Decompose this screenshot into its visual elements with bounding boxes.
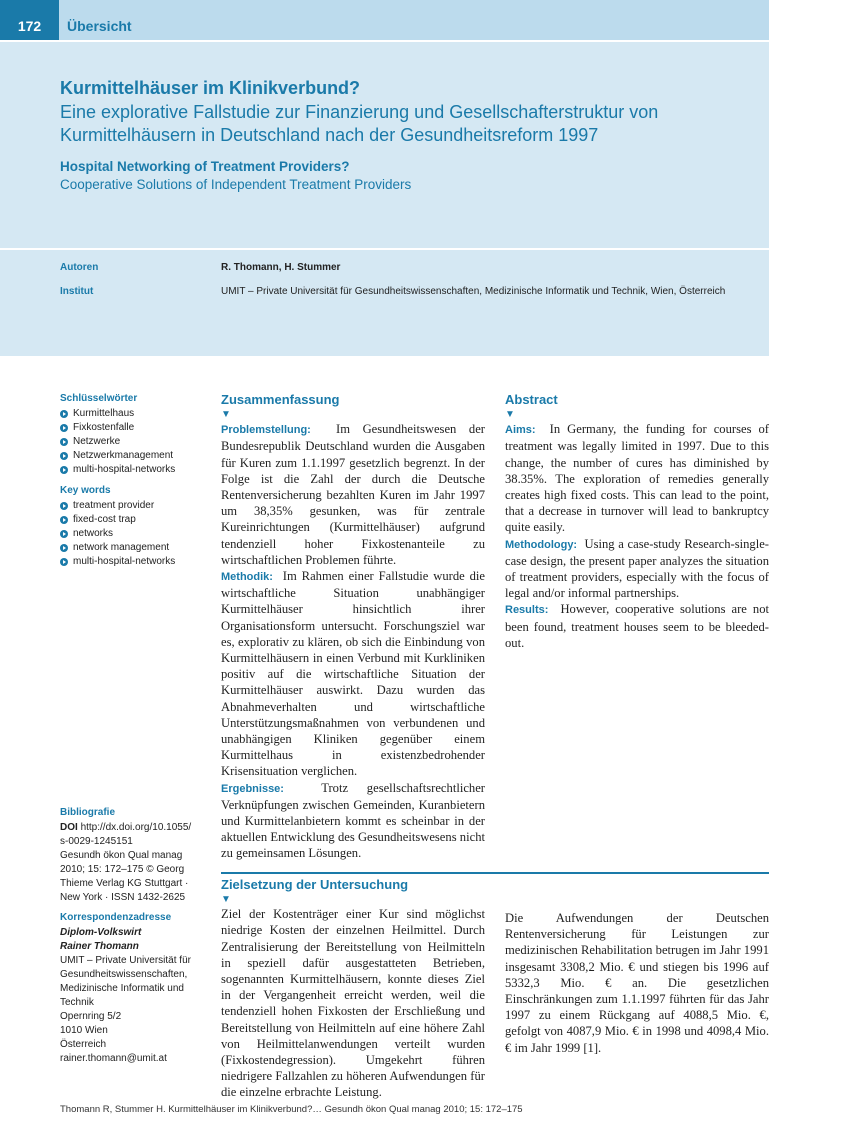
triangle-down-icon: ▼: [505, 409, 515, 421]
corr-line: Medizinische Informatik und: [60, 983, 184, 994]
abs-paragraph-2: Methodology: Using a case-study Research-single-case design, the present paper analyzes the situation of treatment providers, especially with the focus of legal and/or informal partnerships.: [505, 536, 769, 601]
triangle-down-icon: ▼: [221, 409, 231, 421]
keyword-item: Kurmittelhaus: [60, 407, 210, 421]
keyword-item: multi-hospital-networks: [60, 463, 210, 477]
keywords-de-label: Schlüsselwörter: [60, 393, 138, 404]
zielsetzung-paragraph-1: Ziel der Kostenträger einer Kur sind möglichst niedrige Kosten der einzelnen Heilmittel. Durch Zentralisierung der Bereitstellung von Heilmitteln in speziell dafür ausgestatteten Betrieben, sogenannten Kurmittelhäusern, konnte dieses Ziel in der Vergangenheit erreicht werden, weil die tendenziell hohen Fixkosten der Erschließung und Bereitstellung von Heilmitteln auf eine höhere Zahl von Heilmittelanwendungen verteilt wurden (Fixkostendegression). Umgekehrt führen niedrigere Fallzahlen zu höheren Aufwendungen für die einzelne erbrachte Leistung.: [221, 907, 485, 1100]
institute: UMIT – Private Universität für Gesundheitswissenschaften, Medizinische Informatik und Technik, Wien, Österreich: [221, 286, 726, 297]
corr-title: Diplom-Volkswirt: [60, 927, 142, 938]
corr-line: 1010 Wien: [60, 1025, 108, 1036]
bibliography: [60, 806, 210, 1066]
keywords-de: [60, 392, 210, 569]
authors: R. Thomann, H. Stummer: [221, 262, 341, 273]
zf-paragraph-3: Ergebnisse: Trotz gesellschaftsrechtlicher Verknüpfungen zwischen Gemeinden, Kuranbietern und Kurmittelanbietern kommt es scheinbar in der aktuellen Entwicklung des Gesundheitswesens nicht zu gemeinsamen Lösungen.: [221, 780, 485, 861]
zielsetzung-paragraph-2: Die Aufwendungen der Deutschen Rentenversicherung für Leistungen zur medizinischen Rehabilitation betrugen im Jahr 1991 insgesamt 3308,2 Mio. € und stiegen bis 1996 auf 5332,3 Mio. € an. Die gesetzlichen Einschränkungen zum 1.1.1997 führten für das Jahr 1997 zu einem Rückgang auf 4088,5 Mio. €, gefolgt von 4087,9 Mio. € in 1998 und 4098,4 Mio. € im Jahr 1999 [1].: [505, 911, 769, 1055]
bullet-icon: [60, 452, 68, 460]
zielsetzung-heading: Zielsetzung der Untersuchung: [221, 877, 409, 892]
corr-line: Österreich: [60, 1039, 107, 1050]
bullet-icon: [60, 530, 68, 538]
zusammenfassung-heading: Zusammenfassung: [221, 392, 340, 407]
abs-paragraph-1: Aims: In Germany, the funding for courses of treatment was legally limited in 1997. Due to this change, the number of cures has diminished by 38.35%. The exploration of remedies generally creates high fixed costs. This can lead to the point, that a decrease in turnover will lead to bankruptcy quite easily.: [505, 422, 769, 535]
triangle-down-icon: ▼: [221, 894, 231, 906]
bullet-icon: [60, 466, 68, 474]
bullet-icon: [60, 502, 68, 510]
section-title: Übersicht: [67, 18, 132, 34]
bullet-icon: [60, 410, 68, 418]
section-rule: [221, 872, 769, 874]
authors-label: Autoren: [60, 262, 99, 273]
bullet-icon: [60, 438, 68, 446]
keyword-item: Netzwerke: [60, 435, 210, 449]
article-subtitle-en: Cooperative Solutions of Independent Treatment Providers: [60, 177, 412, 192]
article-title-en: Hospital Networking of Treatment Providers?: [60, 159, 350, 174]
zielsetzung-left: [221, 877, 485, 1101]
zf-paragraph-1: Problemstellung: Im Gesundheitswesen der Bundesrepublik Deutschland wurden die Ausgaben für Kuren zum 1.1.1997 gesetzlich begrenzt. In der Folge ist die Zahl der durch die Deutsche Rentenversicherung bezahlten Kuren im Jahr 1997 um 38,35% gesunken, was für zentrale Kureinrichtungen (Kurmittelhäuser) aufgrund tendenziell hoher Fixkostenanteile zu wirtschaftlichen Problemen führte.: [221, 422, 485, 567]
abstract-heading: Abstract: [505, 392, 558, 407]
corr-name: Rainer Thomann: [60, 941, 139, 952]
article-subtitle: Eine explorative Fallstudie zur Finanzierung und Gesellschafterstruktur von Kurmittelhäusern in Deutschland nach der Gesundheitsreform 1997: [60, 102, 659, 145]
page-number: 172: [0, 0, 59, 40]
bullet-icon: [60, 558, 68, 566]
zielsetzung-right: [505, 910, 769, 1056]
corr-email[interactable]: rainer.thomann@umit.at: [60, 1053, 167, 1064]
keyword-item: treatment provider: [60, 499, 210, 513]
keyword-item: fixed-cost trap: [60, 513, 210, 527]
biblio-line: Gesundh ökon Qual manag: [60, 850, 183, 861]
keyword-item: networks: [60, 527, 210, 541]
abstract: [505, 392, 769, 651]
footer-citation: Thomann R, Stummer H. Kurmittelhäuser im Klinikverbund?… Gesundh ökon Qual manag 2010; 15: 172–175: [60, 1104, 523, 1115]
meta-band: [0, 250, 769, 356]
biblio-label: Bibliografie: [60, 807, 116, 818]
corr-line: Gesundheitswissenschaften,: [60, 969, 188, 980]
bullet-icon: [60, 516, 68, 524]
keyword-item: network management: [60, 541, 210, 555]
keywords-en-label: Key words: [60, 485, 111, 496]
biblio-line: s-0029-1245151: [60, 836, 133, 847]
keyword-item: Fixkostenfalle: [60, 421, 210, 435]
biblio-line: New York · ISSN 1432-2625: [60, 892, 186, 903]
corr-line: Technik: [60, 997, 94, 1008]
institute-label: Institut: [60, 286, 94, 297]
biblio-line: Thieme Verlag KG Stuttgart ·: [60, 878, 189, 889]
biblio-line: 2010; 15: 172–175 © Georg: [60, 864, 185, 875]
corr-line: Opernring 5/2: [60, 1011, 122, 1022]
corr-label: Korrespondenzadresse: [60, 912, 172, 923]
abs-paragraph-3: Results: However, cooperative solutions are not been found, treatment houses seem to be bleeded-out.: [505, 602, 769, 650]
bullet-icon: [60, 424, 68, 432]
doi-line: DOI http://dx.doi.org/10.1055/: [60, 822, 192, 833]
corr-line: UMIT – Private Universität für: [60, 955, 191, 966]
doi-link[interactable]: http://dx.doi.org/10.1055/: [80, 822, 192, 833]
zusammenfassung: [221, 392, 485, 862]
bullet-icon: [60, 544, 68, 552]
zf-paragraph-2: Methodik: Im Rahmen einer Fallstudie wurde die wirtschaftliche Situation unabhängiger Kurmittelhäuser hinsichtlich ihrer Organisationsform untersucht. Forschungsziel war es, explorativ zu klären, ob sich die Einbindung von Kurmittelhäusern in einen Verbund mit Kurkliniken positiv auf die wirtschaftliche Situation der Kurmittelhäuser auswirkt. Dazu wurden das Abnahmeverhalten und wirtschaftliche Unterstützungsmaßnahmen von verbundenen und unabhängigen Kliniken gegenüber einem Kurmittelhaus in existenzbedrohender Krisensituation verglichen.: [221, 569, 485, 779]
article-title: Kurmittelhäuser im Klinikverbund?: [60, 78, 361, 98]
keyword-item: Netzwerkmanagement: [60, 449, 210, 463]
keyword-item: multi-hospital-networks: [60, 555, 210, 569]
